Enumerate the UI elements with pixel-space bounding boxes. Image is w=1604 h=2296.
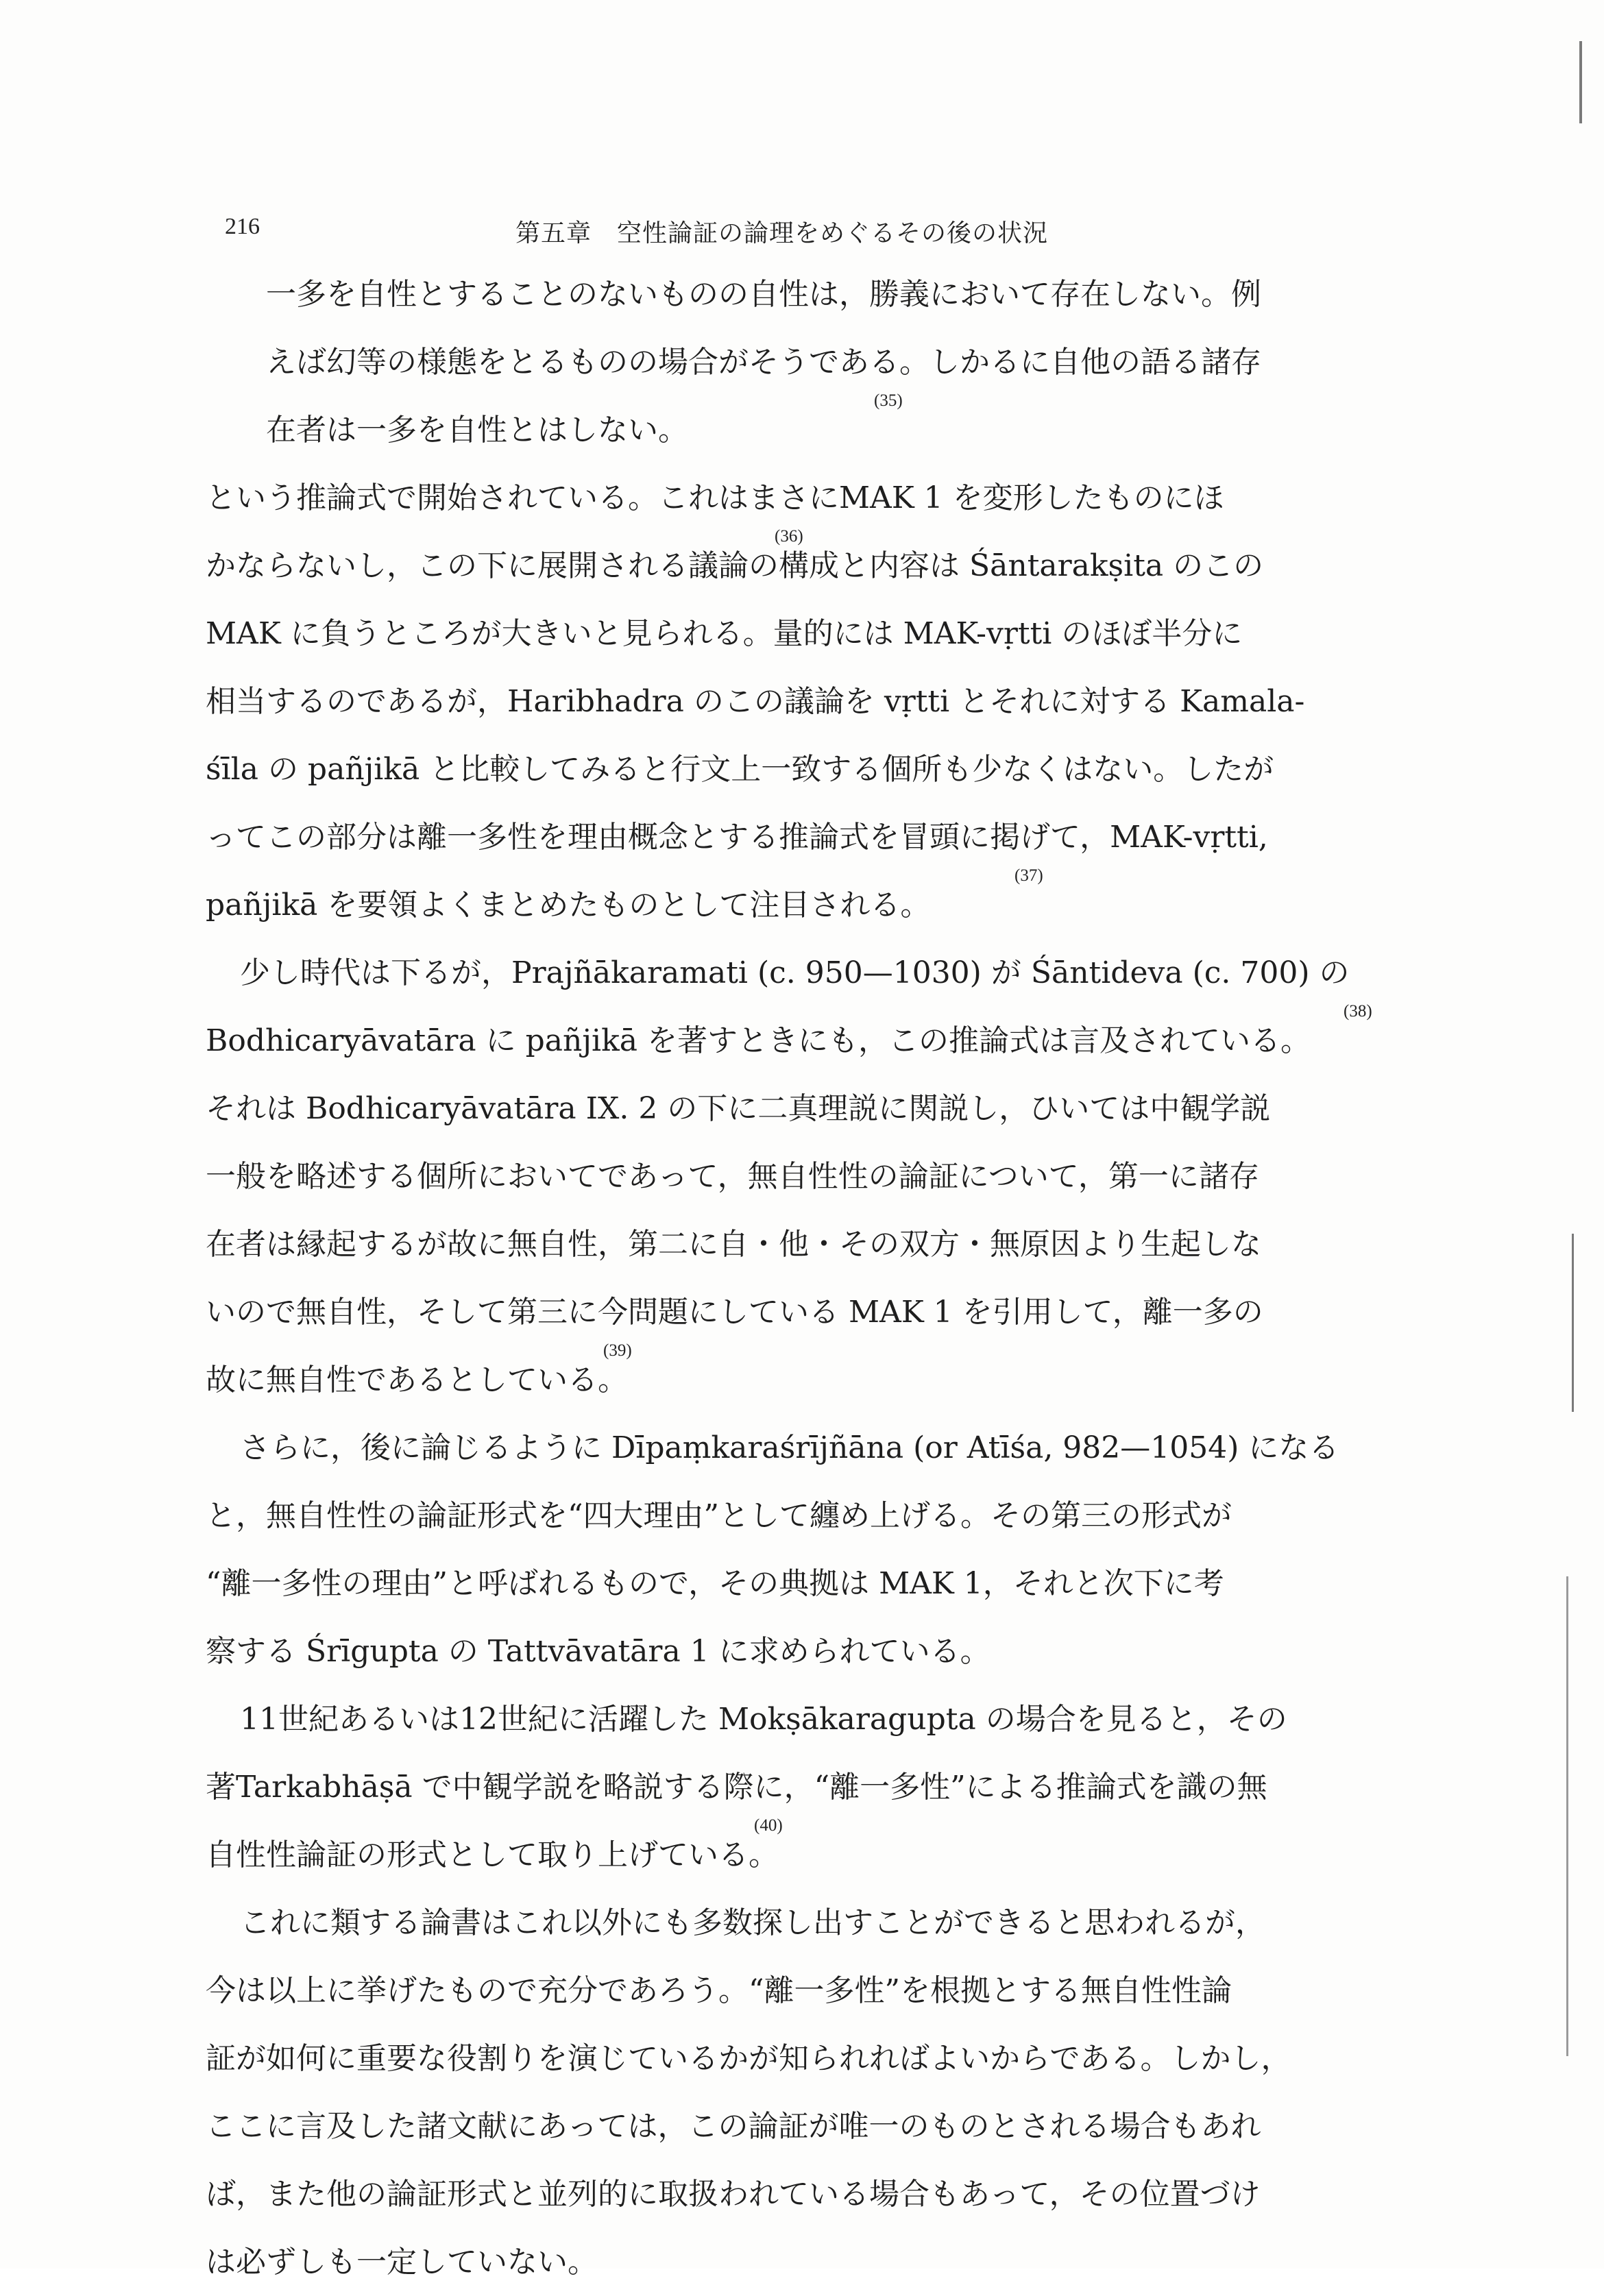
footnote-marker: (36) [775, 527, 803, 546]
line-text: いので無自性，そして第三に今問題にしている MAK 1 を引用して，離一多の [206, 1295, 1263, 1330]
line-text: と，無自性性の論証形式を“四大理由”として纏め上げる。その第三の形式が [206, 1498, 1232, 1533]
text-line [206, 1685, 1405, 1753]
line-text: 察する Śrīgupta の Tattvāvatāra 1 に求められている。 [206, 1634, 991, 1669]
line-text: śīla の pañjikā と比較してみると行文上一致する個所も少なくはない。したが [206, 752, 1274, 787]
line-text: 自性性論証の形式として取り上げている。 [206, 1837, 779, 1872]
text-line [206, 527, 1405, 600]
line-text: 少し時代は下るが，Prajñākaramati (c. 950—1030) が Śāntideva (c. 700) の [240, 955, 1350, 990]
scan-edge-mark [1579, 41, 1582, 123]
text-line [206, 803, 1405, 871]
line-text: という推論式で開始されている。これはまさにMAK 1 を変形したものにほ [206, 480, 1224, 515]
page-number: 216 [225, 214, 260, 239]
text-line [206, 1889, 1405, 1957]
text-line [206, 1414, 1405, 1482]
text-line [206, 1753, 1405, 1821]
body-text [206, 260, 1405, 2296]
text-line [206, 668, 1405, 735]
line-text: これに類する論書はこれ以外にも多数探し出すことができると思われるが， [240, 1905, 1265, 1940]
line-text: 在者は縁起するが故に無自性，第二に自・他・その双方・無原因より生起しな [206, 1227, 1261, 1262]
text-line [206, 1550, 1405, 1617]
text-line [206, 464, 1405, 532]
text-line [206, 600, 1405, 668]
text-line [206, 1957, 1405, 2025]
line-text: Bodhicaryāvatāra に pañjikā を著すときにも，この推論式は言及されている。 [206, 1023, 1311, 1058]
footnote-marker: (39) [603, 1341, 632, 1360]
line-text: ば，また他の論証形式と並列的に取扱われている場合もあって，その位置づけ [206, 2177, 1261, 2212]
text-line [206, 1482, 1405, 1550]
footnote-marker: (38) [1344, 1002, 1372, 1021]
text-line [206, 328, 1405, 396]
line-text: 証が如何に重要な役割りを演じているかが知られればよいからである。しかし， [206, 2041, 1291, 2076]
text-line [206, 1617, 1405, 1685]
text-line [206, 1341, 1405, 1414]
footnote-marker: (35) [874, 391, 903, 410]
footnote-marker: (37) [1014, 866, 1043, 885]
line-text: 著Tarkabhāṣā で中観学説を略説する際に，“離一多性”による推論式を識の無 [206, 1770, 1267, 1805]
line-text: pañjikā を要領よくまとめたものとして注目される。 [206, 888, 931, 923]
text-line [206, 2025, 1405, 2092]
line-text: 一多を自性とすることのないものの自性は，勝義において存在しない。例 [266, 277, 1261, 312]
text-line [206, 1816, 1405, 1889]
line-text: 故に無自性であるとしている。 [206, 1363, 628, 1397]
line-text: 今は以上に挙げたもので充分であろう。“離一多性”を根拠とする無自性性論 [206, 1973, 1232, 2008]
line-text: 11世紀あるいは12世紀に活躍した Mokṣākaragupta の場合を見ると，その [240, 1702, 1287, 1737]
text-line [206, 2092, 1405, 2160]
line-text: 一般を略述する個所においてであって，無自性性の論証について，第一に諸存 [206, 1159, 1259, 1194]
line-text: 在者は一多を自性とはしない。 [266, 413, 688, 448]
text-line [206, 939, 1405, 1007]
text-line [206, 1210, 1405, 1278]
text-line [206, 866, 1405, 939]
text-line [206, 2228, 1405, 2296]
text-line [206, 1278, 1405, 1346]
text-line [206, 1002, 1405, 1075]
scan-edge-mark [1566, 1576, 1568, 2056]
line-text: は必ずしも一定していない。 [206, 2245, 598, 2280]
scan-edge-mark [1572, 1234, 1574, 1412]
line-text: ここに言及した諸文献にあっては，この論証が唯一のものとされる場合もあれ [206, 2109, 1261, 2144]
text-line [206, 735, 1405, 803]
line-text: さらに，後に論じるように Dīpaṃkaraśrījñāna (or Atīśa, 982—1054) になる [240, 1430, 1339, 1465]
line-text: “離一多性の理由”と呼ばれるもので，その典拠は MAK 1，それと次下に考 [206, 1566, 1224, 1601]
footnote-marker: (40) [754, 1816, 783, 1835]
text-line [206, 2160, 1405, 2228]
line-text: 相当するのであるが，Haribhadra のこの議論を vṛtti とそれに対する Kamala- [206, 684, 1305, 719]
line-text: MAK に負うところが大きいと見られる。量的には MAK-vṛtti のほぼ半分に [206, 616, 1243, 651]
line-text: ってこの部分は離一多性を理由概念とする推論式を冒頭に掲げて，MAK-vṛtti, [206, 820, 1268, 855]
text-line [206, 1143, 1405, 1210]
line-text: えば幻等の様態をとるものの場合がそうである。しかるに自他の語る諸存 [266, 345, 1261, 380]
line-text: かならないし，この下に展開される議論の構成と内容は Śāntarakṣita のこの [206, 548, 1264, 583]
page-header [0, 214, 1604, 255]
chapter-title: 第五章 空性論証の論理をめぐるその後の状況 [515, 219, 1049, 247]
line-text: それは Bodhicaryāvatāra IX. 2 の下に二真理説に関説し，ひいては中観学説 [206, 1091, 1271, 1126]
text-line [206, 391, 1405, 464]
text-line [206, 260, 1405, 328]
text-line [206, 1075, 1405, 1143]
